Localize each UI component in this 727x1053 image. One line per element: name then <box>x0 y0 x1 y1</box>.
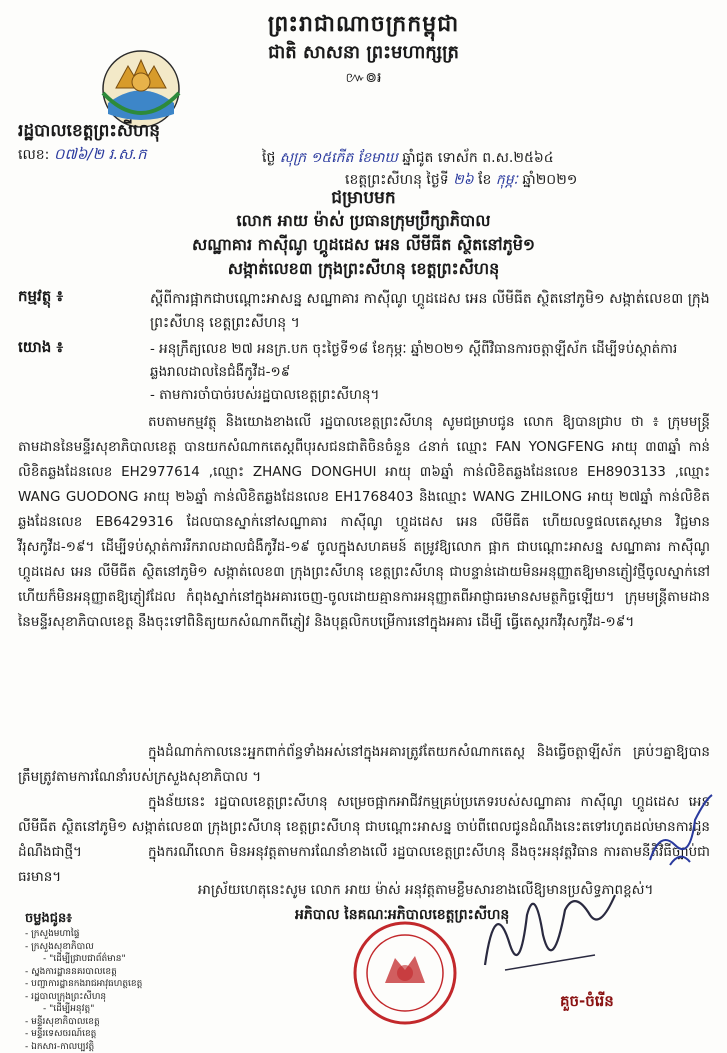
signatory-title: អភិបាល នៃគណៈអភិបាលខេត្តព្រះសីហនុ <box>295 905 509 926</box>
reference-item-2: - តាមការចាំបាច់របស់រដ្ឋបាលខេត្តព្រះសីហនុ។ <box>150 384 710 407</box>
body-paragraph-5: អាស្រ័យហេតុនេះសូម លោក អាយ ម៉ាស់ អនុវត្តតាមខ្លឹមសារខាងលើឱ្យមានប្រសិទ្ធភាពខ្ពស់។ <box>18 878 710 903</box>
body-paragraph-4: ក្នុងករណីលោក មិនអនុវត្តតាមការណែនាំខាងលើ រដ្ឋបាលខេត្តព្រះសីហនុ នឹងចុះអនុវត្តវិធាន ការតាមនីតិវិធីច្បាប់ជាធរមាន។ <box>18 840 710 890</box>
cc-title: ចម្លងជូន៖ <box>25 910 72 929</box>
signatory-name: គួច-ចំរើន <box>560 992 614 1014</box>
cc-item: - ស្នងការដ្ឋាននគរបាលខេត្ត <box>25 966 265 979</box>
reference-value: ០៧៦/២ រ.ស.ក <box>54 145 147 163</box>
reference-number <box>18 145 147 167</box>
lunar-date <box>262 148 554 169</box>
reference-item-1: - អនុក្រឹត្យលេខ ២៧ អនក្រ.បក ចុះថ្ងៃទី១៨ ខែកុម្ភៈ ឆ្នាំ២០២១ ស្តីពីវិធានការចត្តាឡីស័ក ដើម្បីទប់ស្កាត់ការឆ្លងរាលដាលនៃជំងឺកូវីដ-១៩ <box>150 338 710 384</box>
motto-ornament: ៚៙៛ <box>0 68 727 89</box>
handwritten-signature-icon <box>465 875 625 985</box>
cc-item: - ក្រសួងសុខាភិបាល <box>25 941 265 954</box>
date-month: កុម្ភៈ <box>496 172 518 188</box>
official-seal-icon <box>350 918 460 1028</box>
provincial-administration: រដ្ឋបាលខេត្តព្រះសីហនុ <box>18 120 160 145</box>
province-emblem-icon <box>88 48 194 130</box>
cc-item: - ឯកសារ-កាលប្បវត្តិ <box>25 1041 265 1053</box>
handwritten-initials-icon <box>640 790 720 880</box>
cc-item: - មន្ទីរសុខាភិបាលខេត្ត <box>25 1016 265 1029</box>
body-paragraph-2: ក្នុងដំណាក់កាលនេះអ្នកពាក់ព័ន្ធទាំងអស់នៅក្នុងអគារត្រូវតែយកសំណាកតេស្ត និងធ្វើចត្តាឡីស័ក គ្រប់ៗគ្នាឱ្យបានត្រឹមត្រូវតាមការណែនាំរបស់ក្រសួងសុខាភិបាល ។ <box>18 740 710 790</box>
salutation: ជម្រាបមក <box>0 187 727 212</box>
reference-label: លេខ: <box>18 147 49 163</box>
cc-item: - បញ្ជាការដ្ឋានកងរាជអាវុធហត្ថខេត្ត <box>25 978 265 991</box>
lunar-date-handwritten: សុក្រ ១៥កើត ខែមាឃ <box>280 150 398 166</box>
recipient-line-2: សណ្ឋាគារ កាស៊ីណូ ហ្គូដដេស អេន លីមីធីត ស្ថិតនៅភូមិ១ <box>0 234 727 258</box>
cc-item: - មន្ទីរទេសចរណ៍ខេត្ត <box>25 1028 265 1041</box>
references-list <box>150 338 710 407</box>
lunar-date-suffix: ឆ្នាំជូត ទោស័ក ព.ស.២៥៦៤ <box>402 150 553 166</box>
cc-item: - "ដើម្បីអនុវត្ត" <box>25 1003 265 1016</box>
body-paragraph-3: ក្នុងន័យនេះ រដ្ឋបាលខេត្តព្រះសីហនុ សម្រេចផ្អាកអាជីវកម្មគ្រប់ប្រភេទរបស់សណ្ឋាគារ កាស៊ីណូ ហ្គូដដេស អេន លីមីធីត ស្ថិតនៅភូមិ១ សង្កាត់លេខ៣ ក្រុងព្រះសីហនុ ខេត្តព្រះសីហនុ ជាបណ្តោះអាសន្ន ចាប់ពីពេលជូនដំណឹងនេះតទៅរហូតដល់មានការជូនដំណឹងជាថ្មី។ <box>18 790 710 865</box>
national-motto: ជាតិ សាសនា ព្រះមហាក្សត្រ <box>0 40 727 67</box>
body-paragraph-1: តបតាមកម្មវត្ថុ និងយោងខាងលើ រដ្ឋបាលខេត្តព្រះសីហនុ សូមជម្រាបជូន លោក ឱ្យបានជ្រាប ថា ៖ ក្រុមមន្ត្រីតាមដាននៃមន្ទីរសុខាភិបាលខេត្ត បានយកសំណាកតេស្តពីបុរសជនជាតិចិនចំនួន ៤នាក់ ឈ្មោះ FAN YONGFENG អាយុ ៣៣ឆ្នាំ កាន់លិខិតឆ្លងដែនលេខ EH2977614 ,ឈ្មោះ ZHANG DONGHUI អាយុ ៣៦ឆ្នាំ កាន់លិខិតឆ្លងដែនលេខ EH8903133 ,ឈ្មោះ WANG GUODONG អាយុ ២៦ឆ្នាំ កាន់លិខិតឆ្លងដែនលេខ EH1768403 និងឈ្មោះ WANG ZHILONG អាយុ ២៧ឆ្នាំ កាន់លិខិតឆ្លងដែនលេខ EB6429316 ដែលបានស្នាក់នៅសណ្ឋាគារ កាស៊ីណូ ហ្គូដដេស អេន លីមីធីត ហើយលទ្ធផលតេស្តមាន វិជ្ជមានវីរុសកូវីដ-១៩។ ដើម្បីទប់ស្កាត់ការរីករាលដាលជំងឺកូវីដ-១៩ ចូលក្នុងសហគមន៍ តម្រូវឱ្យលោក ផ្អាក ជាបណ្តោះអាសន្ន សណ្ឋាគារ កាស៊ីណូ ហ្គូដដេស អេន លីមីធីត ស្ថិតនៅភូមិ១ សង្កាត់លេខ៣ ក្រុងព្រះសីហនុ ខេត្តព្រះសីហនុ ជាបន្ទាន់ដោយមិនអនុញ្ញាតឱ្យមានភ្ញៀវថ្មីចូលស្នាក់នៅ ហើយក៏មិនអនុញ្ញាតឱ្យភ្ញៀវដែល កំពុងស្នាក់នៅក្នុងអគារចេញ-ចូលដោយគ្មានការអនុញ្ញាតពីអាជ្ញាធរមានសមត្ថកិច្ចឡើយ។ ក្រុមមន្ត្រីតាមដាន នៃមន្ទីរសុខាភិបាលខេត្ត នឹងចុះទៅពិនិត្យយកសំណាកពីភ្ញៀវ និងបុគ្គលិកបម្រើការនៅក្នុងអគារ ដើម្បី ធ្វើតេស្តរកវីរុសកូវីដ-១៩។ <box>18 410 710 635</box>
references-label: យោង ៖ <box>18 338 63 360</box>
cc-list <box>25 928 265 1053</box>
cc-item: - "ដើម្បីជ្រាបជាព័ត៌មាន" <box>25 953 265 966</box>
cc-item: - ក្រសួងមហាផ្ទៃ <box>25 928 265 941</box>
recipient-line-1: លោក អាយ ម៉ាស់ ប្រធានក្រុមប្រឹក្សាភិបាល <box>0 210 727 234</box>
kingdom-title: ព្រះរាជាណាចក្រកម្ពុជា <box>0 10 727 42</box>
subject-label: កម្មវត្ថុ ៖ <box>18 287 63 309</box>
recipient-line-3: សង្កាត់លេខ៣ ក្រុងព្រះសីហនុ ខេត្តព្រះសីហនុ <box>0 258 727 282</box>
date-month-prefix: ខែ <box>478 172 491 188</box>
date-year: ឆ្នាំ២០២១ <box>522 172 577 188</box>
subject-text: ស្តីពីការផ្អាកជាបណ្តោះអាសន្ន សណ្ឋាគារ កាស៊ីណូ ហ្គូដដេស អេន លីមីធីត ស្ថិតនៅភូមិ១ សង្កាត់លេខ៣ ក្រុងព្រះសីហនុ ខេត្តព្រះសីហនុ ។ <box>150 287 710 335</box>
cc-item: - រដ្ឋបាលក្រុងព្រះសីហនុ <box>25 991 265 1004</box>
lunar-date-prefix: ថ្ងៃ <box>262 150 275 166</box>
date-day: ២៦ <box>453 172 474 188</box>
date-prefix: ខេត្តព្រះសីហនុ ថ្ងៃទី <box>345 172 449 188</box>
